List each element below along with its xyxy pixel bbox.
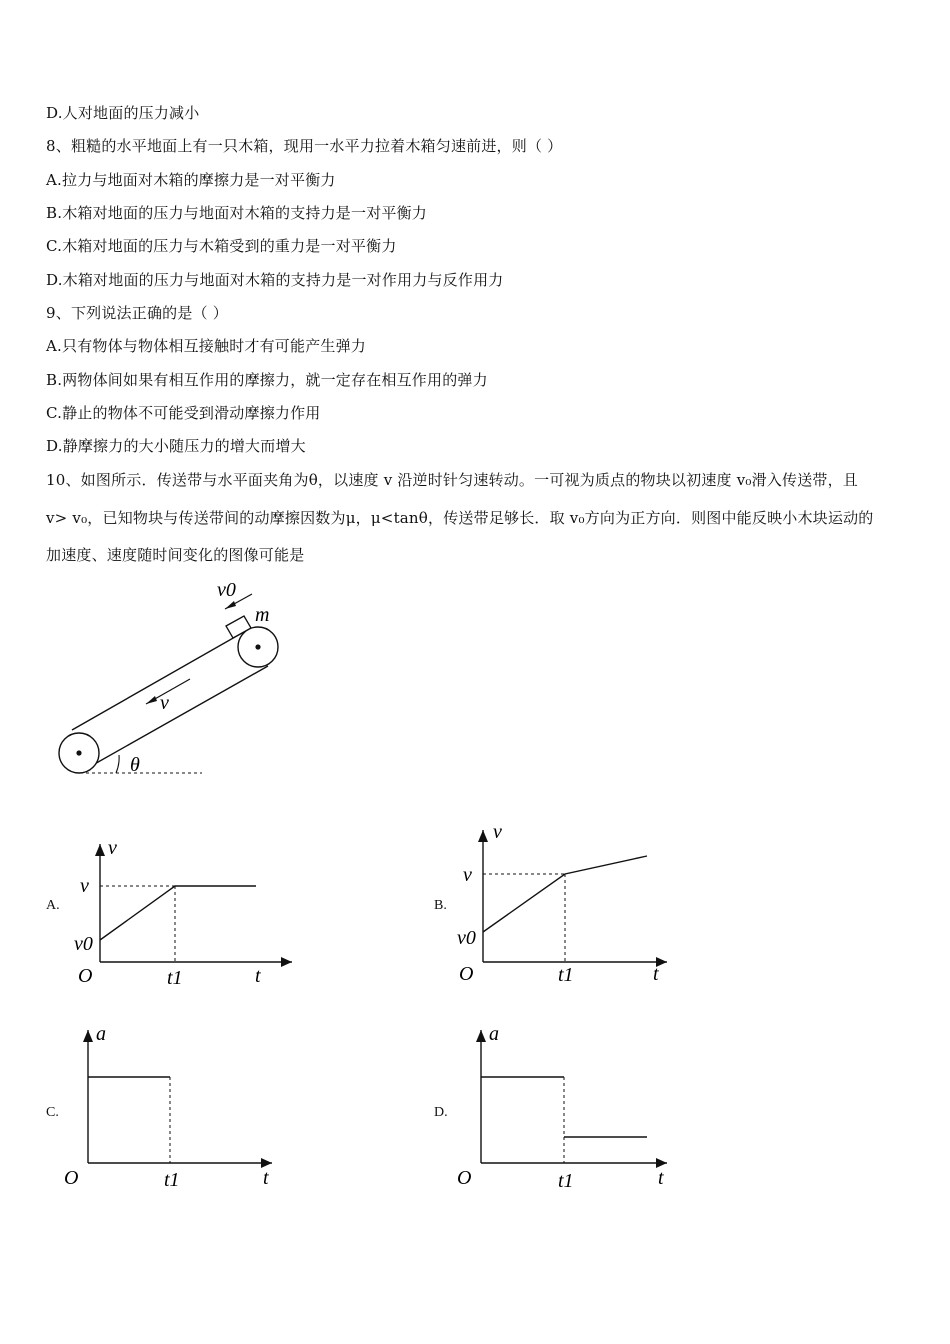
t1-label: t1 — [558, 964, 574, 986]
choice-b-label: B. — [434, 898, 447, 913]
option-8a: A.拉力与地面对木箱的摩擦力是一对平衡力 — [46, 171, 336, 189]
option-7d: D.人对地面的压力减小 — [46, 104, 200, 122]
y-axis-label: v — [493, 821, 502, 843]
option-8d: D.木箱对地面的压力与地面对木箱的支持力是一对作用力与反作用力 — [46, 271, 504, 289]
origin-label: O — [459, 963, 474, 985]
option-9a: A.只有物体与物体相互接触时才有可能产生弹力 — [46, 337, 367, 355]
question-10-line-3: 加速度、速度随时间变化的图像可能是 — [46, 546, 305, 564]
option-9b: B.两物体间如果有相互作用的摩擦力，就一定存在相互作用的弹力 — [46, 371, 488, 389]
y-axis-label: v — [108, 837, 117, 859]
v-level-label: v — [463, 864, 472, 886]
choice-c-label: C. — [46, 1105, 59, 1120]
origin-label: O — [78, 965, 93, 987]
t1-label: t1 — [558, 1170, 574, 1192]
x-axis-label: t — [653, 963, 659, 985]
v0-label: v0 — [457, 927, 476, 949]
m-label: m — [255, 604, 270, 626]
conveyor-belt-diagram — [50, 575, 290, 785]
graph-a — [70, 830, 300, 995]
question-10-line-1: 10、如图所示．传送带与水平面夹角为θ，以速度 v 沿逆时针匀速转动。一可视为质点的物块以初速度 v₀滑入传送带，且 — [46, 471, 858, 489]
v0-label: v0 — [74, 933, 93, 955]
choice-a-label: A. — [46, 898, 60, 913]
v-label: v — [160, 692, 169, 714]
x-axis-label: t — [255, 965, 261, 987]
v0-label: v0 — [217, 579, 236, 601]
graph-b — [455, 818, 685, 988]
choice-d-label: D. — [434, 1105, 448, 1120]
origin-label: O — [457, 1167, 472, 1189]
y-axis-label: a — [96, 1023, 106, 1045]
x-axis-label: t — [658, 1167, 664, 1189]
question-8: 8、粗糙的水平地面上有一只木箱，现用一水平力拉着木箱匀速前进，则（ ） — [46, 137, 563, 155]
option-8c: C.木箱对地面的压力与木箱受到的重力是一对平衡力 — [46, 237, 397, 255]
y-axis-label: a — [489, 1023, 499, 1045]
v-level-label: v — [80, 875, 89, 897]
x-axis-label: t — [263, 1167, 269, 1189]
question-9: 9、下列说法正确的是（ ） — [46, 304, 228, 322]
origin-label: O — [64, 1167, 79, 1189]
graph-d — [455, 1020, 685, 1195]
t1-label: t1 — [167, 967, 183, 989]
option-8b: B.木箱对地面的压力与地面对木箱的支持力是一对平衡力 — [46, 204, 427, 222]
t1-label: t1 — [164, 1169, 180, 1191]
theta-label: θ — [130, 754, 140, 776]
graph-c — [60, 1020, 290, 1195]
option-9d: D.静摩擦力的大小随压力的增大而增大 — [46, 437, 306, 455]
option-9c: C.静止的物体不可能受到滑动摩擦力作用 — [46, 404, 321, 422]
question-10-line-2: v> v₀，已知物块与传送带间的动摩擦因数为μ，μ<tanθ，传送带足够长．取 v₀方向为正方向．则图中能反映小木块运动的 — [46, 509, 874, 527]
